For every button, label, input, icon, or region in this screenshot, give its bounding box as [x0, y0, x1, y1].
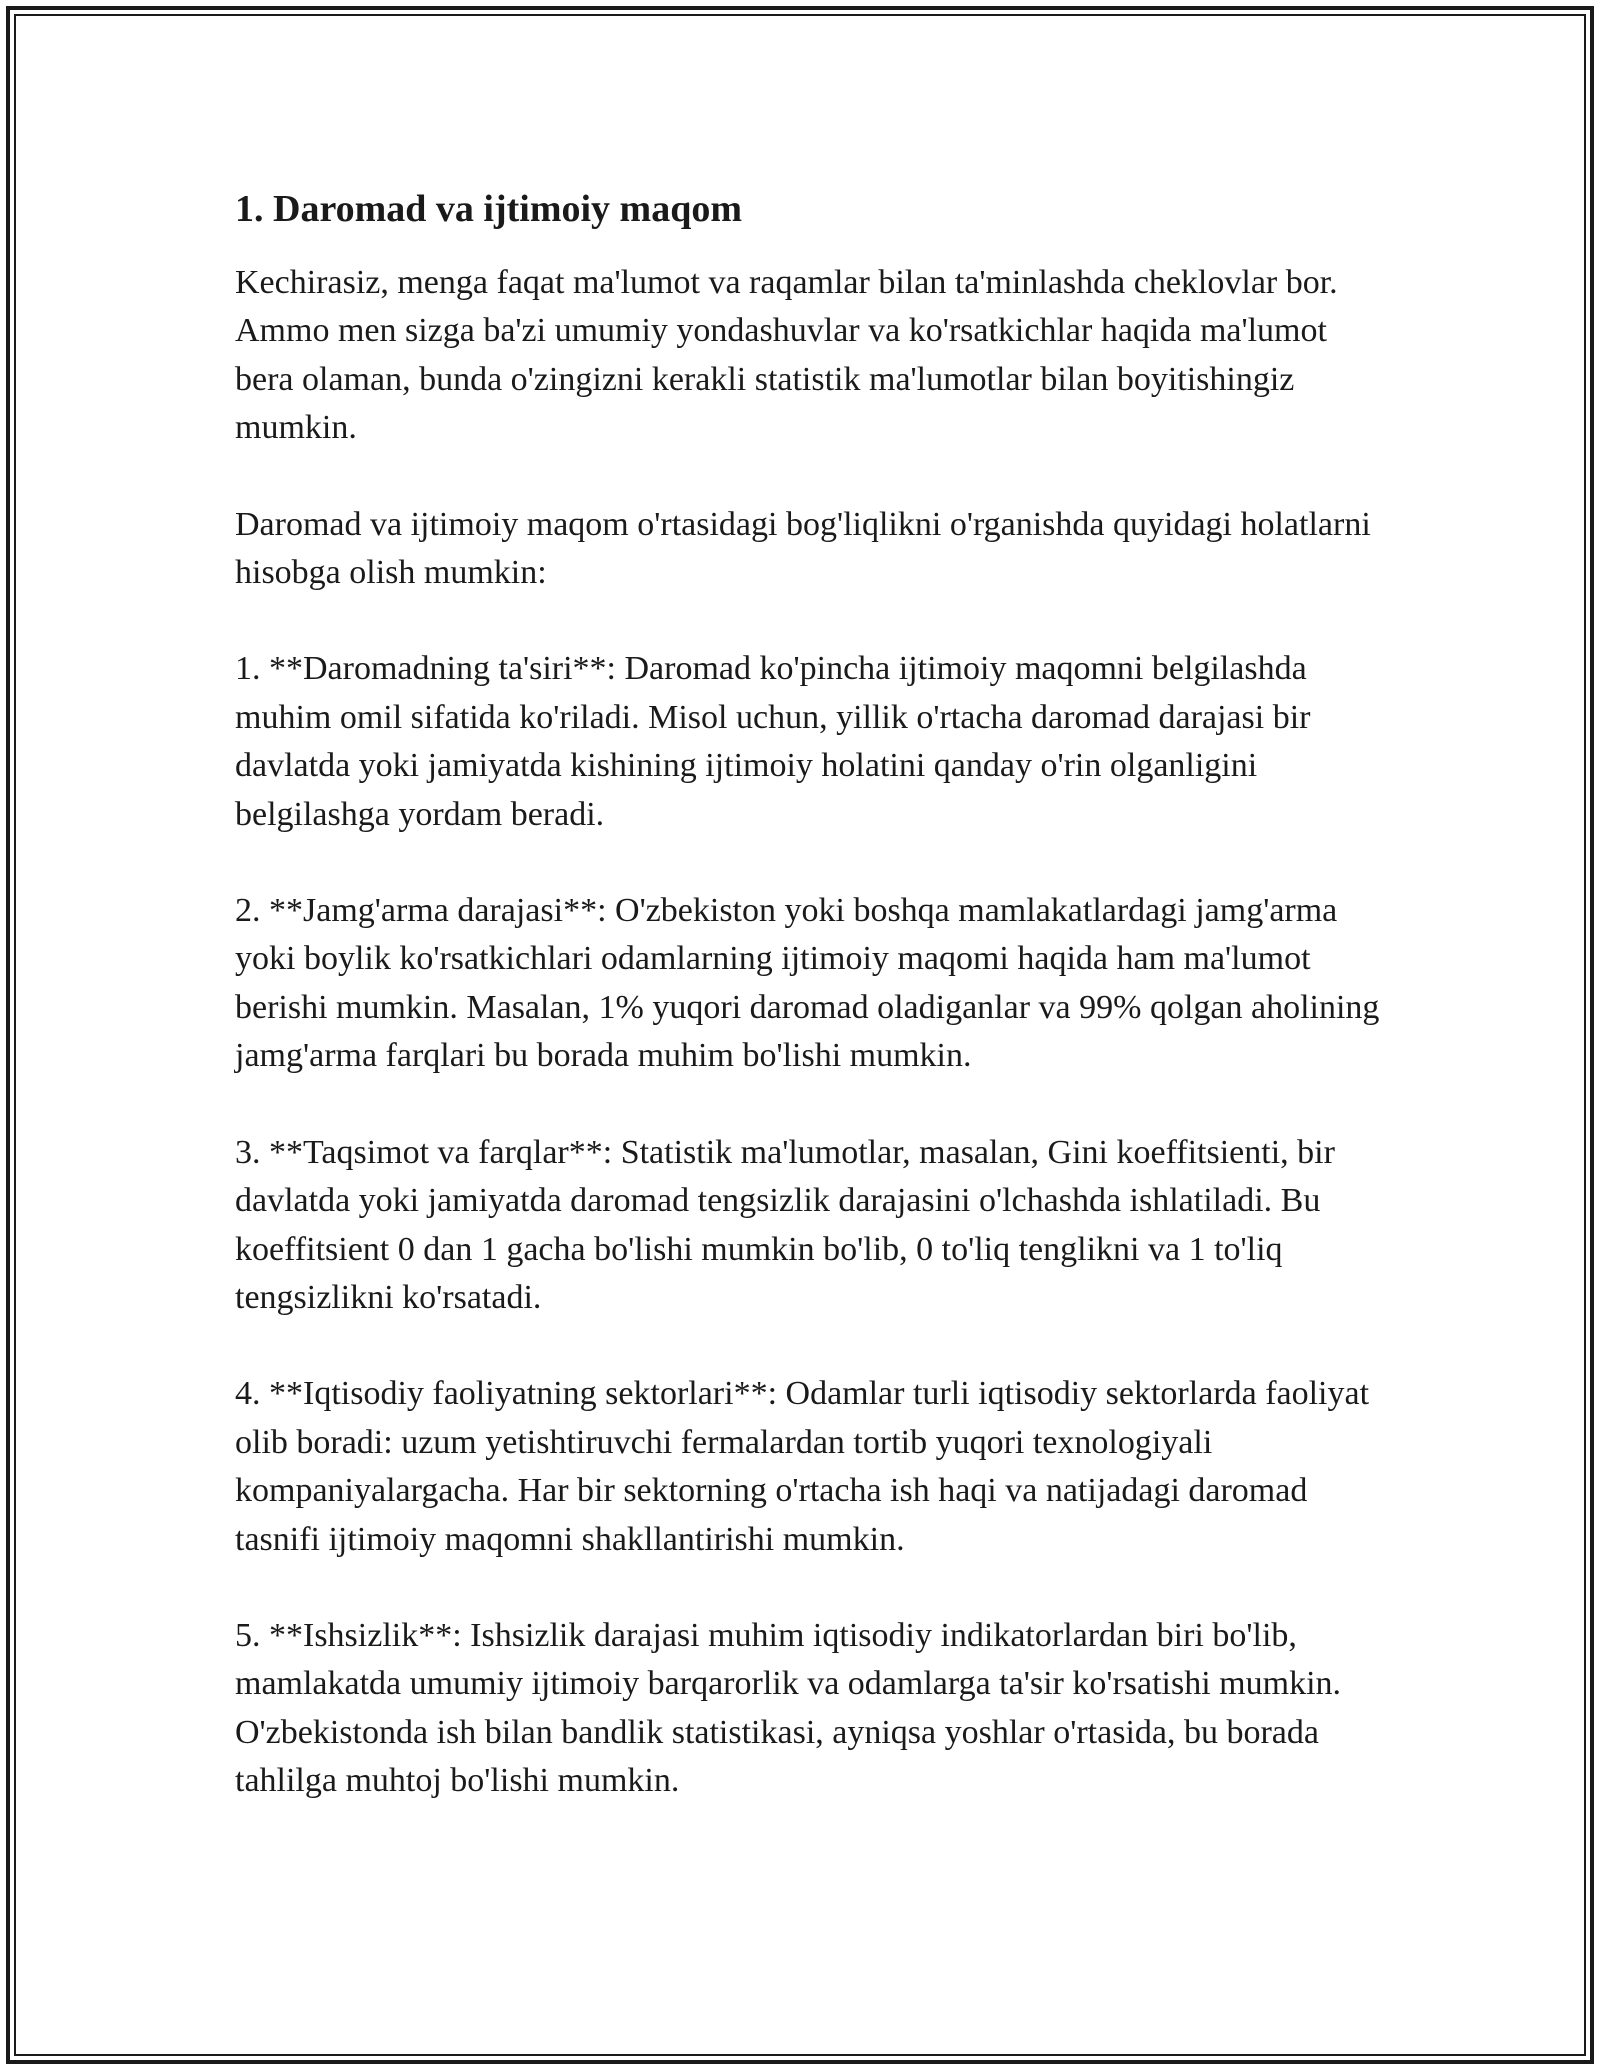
intro-paragraph: Kechirasiz, menga faqat ma'lumot va raqamlar bilan ta'minlashda cheklovlar bor. Ammo men sizga ba'zi umumiy yondashuvlar va ko'rsatkichlar haqida ma'lumot bera olaman, bunda o'zingizni kerakli statistik ma'lumotlar bilan boyitishingiz mumkin.: [235, 264, 1338, 447]
lead-in-paragraph: Daromad va ijtimoiy maqom o'rtasidagi bog'liqlikni o'rganishda quyidagi holatlarni hisobga olish mumkin:: [235, 505, 1371, 592]
document-body: [235, 185, 1380, 1854]
list-item-savings-level: 2. **Jamg'arma darajasi**: O'zbekiston yoki boshqa mamlakatlardagi jamg'arma yoki boylik ko'rsatkichlari odamlarning ijtimoiy maqomi haqida ham ma'lumot berishi mumkin. Masalan, 1% yuqori daromad oladiganlar va 99% qolgan aholining jamg'arma farqlari bu borada muhim bo'lishi mumkin.: [235, 892, 1380, 1075]
section-heading: 1. Daromad va ijtimoiy maqom: [235, 188, 742, 230]
list-item-distribution: 3. **Taqsimot va farqlar**: Statistik ma'lumotlar, masalan, Gini koeffitsienti, bir davlatda yoki jamiyatda daromad tengsizlik darajasini o'lchashda ishlatiladi. Bu koeffitsient 0 dan 1 gacha bo'lishi mumkin bo'lib, 0 to'liq tenglikni va 1 to'liq tengsizlikni ko'rsatadi.: [235, 1133, 1335, 1316]
list-item-economic-sectors: 4. **Iqtisodiy faoliyatning sektorlari**: Odamlar turli iqtisodiy sektorlarda faoliyat olib boradi: uzum yetishtiruvchi fermalardan tortib yuqori texnologiyali kompaniyalargacha. Har bir sektorning o'rtacha ish haqi va natijadagi daromad tasnifi ijtimoiy maqomni shakllantirishi mumkin.: [235, 1375, 1370, 1558]
list-item-unemployment: 5. **Ishsizlik**: Ishsizlik darajasi muhim iqtisodiy indikatorlardan biri bo'lib, mamlakatda umumiy ijtimoiy barqarorlik va odamlarga ta'sir ko'rsatishi mumkin. O'zbekistonda ish bilan bandlik statistikasi, ayniqsa yoshlar o'rtasida, bu borada tahlilga muhtoj bo'lishi mumkin.: [235, 1616, 1342, 1800]
list-item-income-effect: 1. **Daromadning ta'siri**: Daromad ko'pincha ijtimoiy maqomni belgilashda muhim omil sifatida ko'riladi. Misol uchun, yillik o'rtacha daromad darajasi bir davlatda yoki jamiyatda kishining ijtimoiy holatini qanday o'rin olganligini belgilashga yordam beradi.: [235, 650, 1311, 833]
